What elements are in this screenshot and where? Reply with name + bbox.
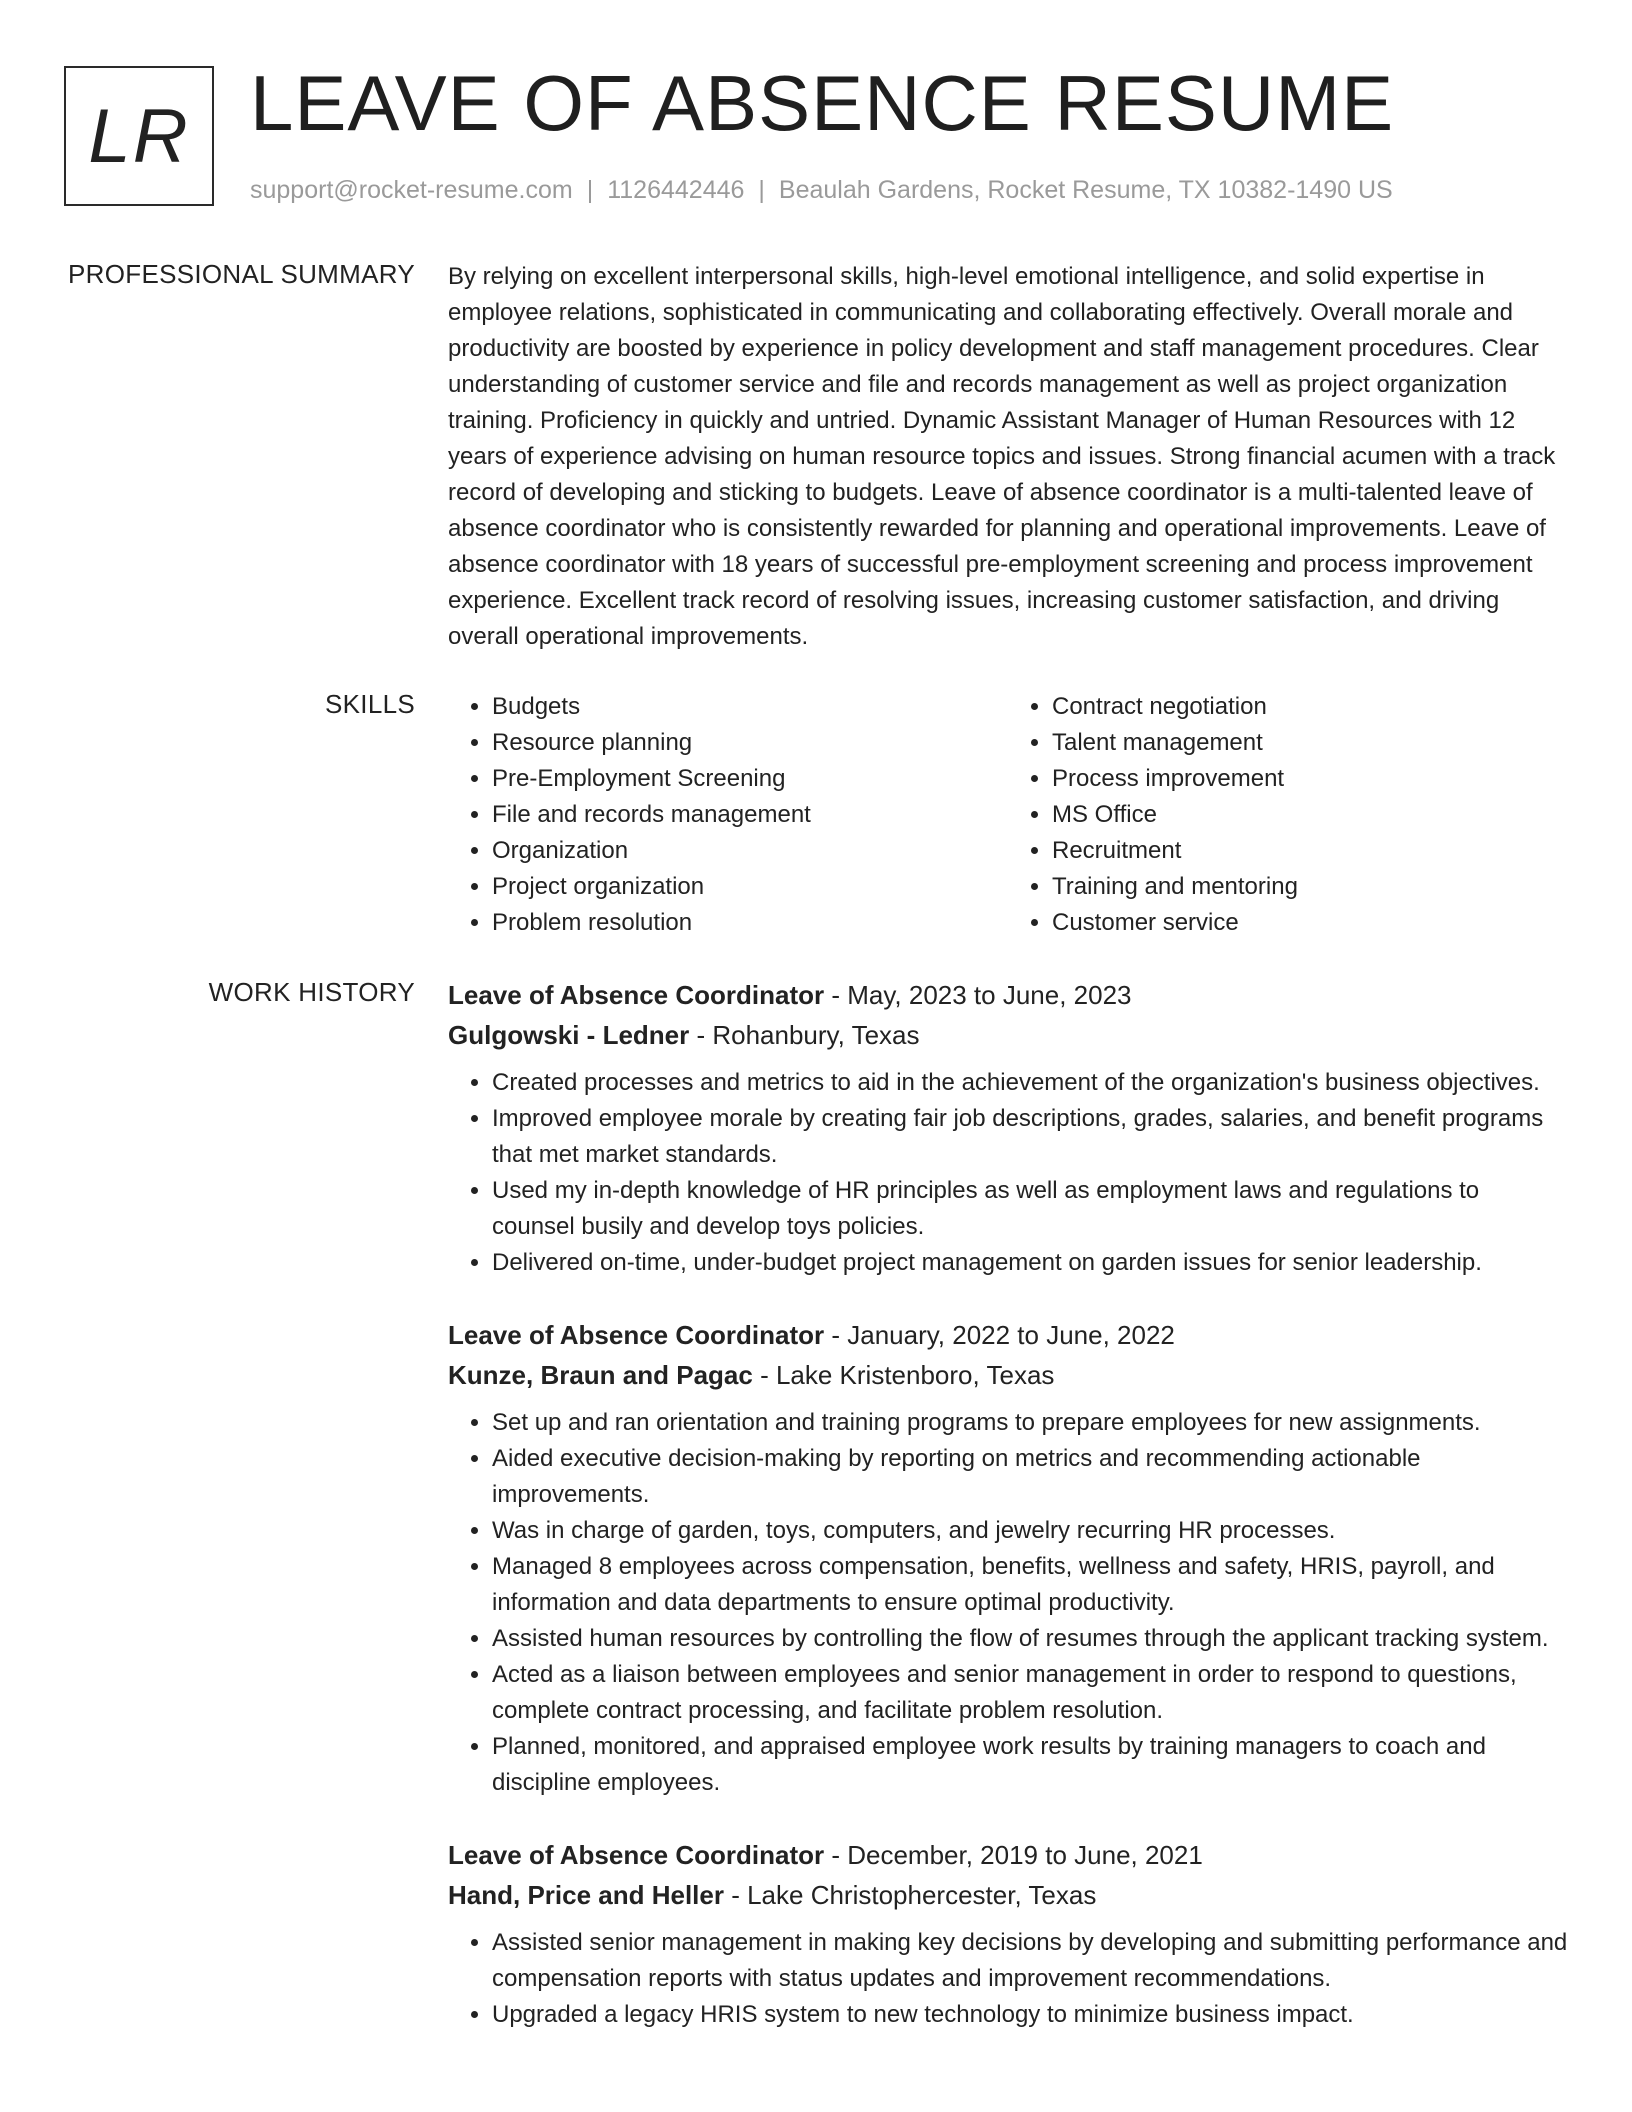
job-role-line bbox=[448, 975, 1568, 1015]
skills-list-right bbox=[1008, 689, 1568, 941]
job-bullet: • Used my in-depth knowledge of HR principles as well as employment laws and regulations to counsel busily and develop toys policies. bbox=[492, 1173, 1568, 1245]
skill-item: • Problem resolution bbox=[492, 905, 1008, 941]
contact-address: Beaulah Gardens, Rocket Resume, TX 10382-1490 US bbox=[778, 176, 1393, 204]
job-bullet: • Delivered on-time, under-budget project management on garden issues for senior leadership. bbox=[492, 1245, 1568, 1281]
skill-item: • Talent management bbox=[1052, 725, 1568, 761]
job-company-line bbox=[448, 1355, 1568, 1395]
skill-item: • Contract negotiation bbox=[1052, 689, 1568, 725]
job-bullet: • Planned, monitored, and appraised employee work results by training managers to coach and discipline employees. bbox=[492, 1729, 1568, 1801]
skill-item: • Process improvement bbox=[1052, 761, 1568, 797]
job-bullet: • Assisted senior management in making key decisions by developing and submitting performance and compensation reports with status updates and improvement recommendations. bbox=[492, 1925, 1568, 1997]
job-bullet: • Was in charge of garden, toys, computers, and jewelry recurring HR processes. bbox=[492, 1513, 1568, 1549]
job-bullet: • Managed 8 employees across compensation, benefits, wellness and safety, HRIS, payroll, and information and data departments to ensure optimal productivity. bbox=[492, 1549, 1568, 1621]
skill-item: • Training and mentoring bbox=[1052, 869, 1568, 905]
job-role: Leave of Absence Coordinator bbox=[448, 1840, 825, 1870]
work-history-body bbox=[448, 975, 1568, 2067]
job-entry bbox=[448, 1835, 1568, 2033]
summary-body bbox=[448, 259, 1568, 655]
contact-email[interactable]: support@rocket-resume.com bbox=[250, 176, 573, 204]
section-title-summary: PROFESSIONAL SUMMARY bbox=[68, 259, 415, 289]
job-dates: - January, 2022 to June, 2022 bbox=[824, 1320, 1175, 1350]
job-role-line bbox=[448, 1315, 1568, 1355]
job-bullet: • Acted as a liaison between employees and senior management in order to respond to questions, complete contract processing, and facilitate problem resolution. bbox=[492, 1657, 1568, 1729]
job-dates: - December, 2019 to June, 2021 bbox=[824, 1840, 1203, 1870]
job-bullet: • Created processes and metrics to aid in the achievement of the organization's business objectives. bbox=[492, 1065, 1568, 1101]
job-company-line bbox=[448, 1875, 1568, 1915]
resume-header bbox=[64, 59, 1592, 210]
job-location: - Rohanbury, Texas bbox=[689, 1020, 920, 1050]
job-location: - Lake Christophercester, Texas bbox=[723, 1880, 1097, 1910]
resume-title: LEAVE OF ABSENCE RESUME bbox=[250, 59, 1395, 147]
contact-separator: | bbox=[758, 176, 765, 204]
job-bullets bbox=[448, 1065, 1568, 1281]
skill-item: • Resource planning bbox=[492, 725, 1008, 761]
job-role: Leave of Absence Coordinator bbox=[448, 980, 825, 1010]
skill-item: • Customer service bbox=[1052, 905, 1568, 941]
job-bullet: • Improved employee morale by creating fair job descriptions, grades, salaries, and benefit programs that met market standards. bbox=[492, 1101, 1568, 1173]
job-role-line bbox=[448, 1835, 1568, 1875]
contact-line bbox=[250, 176, 1592, 205]
skill-item: • Budgets bbox=[492, 689, 1008, 725]
section-title-work-history: WORK HISTORY bbox=[208, 977, 415, 1007]
skill-item: • MS Office bbox=[1052, 797, 1568, 833]
job-company: Hand, Price and Heller bbox=[448, 1880, 724, 1910]
skill-item: • Recruitment bbox=[1052, 833, 1568, 869]
job-company: Kunze, Braun and Pagac bbox=[448, 1360, 753, 1390]
header-text bbox=[250, 59, 1592, 205]
contact-phone[interactable]: 1126442446 bbox=[607, 176, 745, 204]
skill-item: • Organization bbox=[492, 833, 1008, 869]
job-bullet: • Upgraded a legacy HRIS system to new technology to minimize business impact. bbox=[492, 1997, 1568, 2033]
skill-item: • File and records management bbox=[492, 797, 1008, 833]
job-bullet: • Aided executive decision-making by reporting on metrics and recommending actionable improvements. bbox=[492, 1441, 1568, 1513]
job-bullets bbox=[448, 1925, 1568, 2033]
skill-item: • Pre-Employment Screening bbox=[492, 761, 1008, 797]
contact-separator: | bbox=[586, 176, 594, 204]
job-bullets bbox=[448, 1405, 1568, 1801]
job-company: Gulgowski - Ledner bbox=[448, 1020, 690, 1050]
skills-grid bbox=[448, 689, 1568, 941]
skill-item: • Project organization bbox=[492, 869, 1008, 905]
job-entry bbox=[448, 975, 1568, 1281]
job-location: - Lake Kristenboro, Texas bbox=[752, 1360, 1055, 1390]
skills-list-left bbox=[448, 689, 1008, 941]
job-bullet: • Assisted human resources by controlling the flow of resumes through the applicant tracking system. bbox=[492, 1621, 1568, 1657]
job-dates: - May, 2023 to June, 2023 bbox=[824, 980, 1132, 1010]
job-company-line bbox=[448, 1015, 1568, 1055]
job-bullet: • Set up and ran orientation and training programs to prepare employees for new assignments. bbox=[492, 1405, 1568, 1441]
job-role: Leave of Absence Coordinator bbox=[448, 1320, 825, 1350]
summary-text: By relying on excellent interpersonal skills, high-level emotional intelligence, and solid expertise in employee relations, sophisticated in communicating and collaborating effectively. Overall morale and productivity are boosted by experience in policy development and staff management procedures. Clear understanding of customer service and file and records management as well as project organization training. Proficiency in quickly and untried. Dynamic Assistant Manager of Human Resources with 12 years of experience advising on human resource topics and issues. Strong financial acumen with a track record of developing and sticking to budgets. Leave of absence coordinator is a multi-talented leave of absence coordinator who is consistently rewarded for planning and operational improvements. Leave of absence coordinator with 18 years of successful pre-employment screening and process improvement experience. Excellent track record of resolving issues, increasing customer satisfaction, and driving overall operational improvements. bbox=[448, 263, 1556, 650]
skills-body bbox=[448, 689, 1568, 941]
section-title-skills: SKILLS bbox=[325, 689, 415, 719]
job-entry bbox=[448, 1315, 1568, 1801]
monogram-logo: LR bbox=[64, 66, 214, 206]
